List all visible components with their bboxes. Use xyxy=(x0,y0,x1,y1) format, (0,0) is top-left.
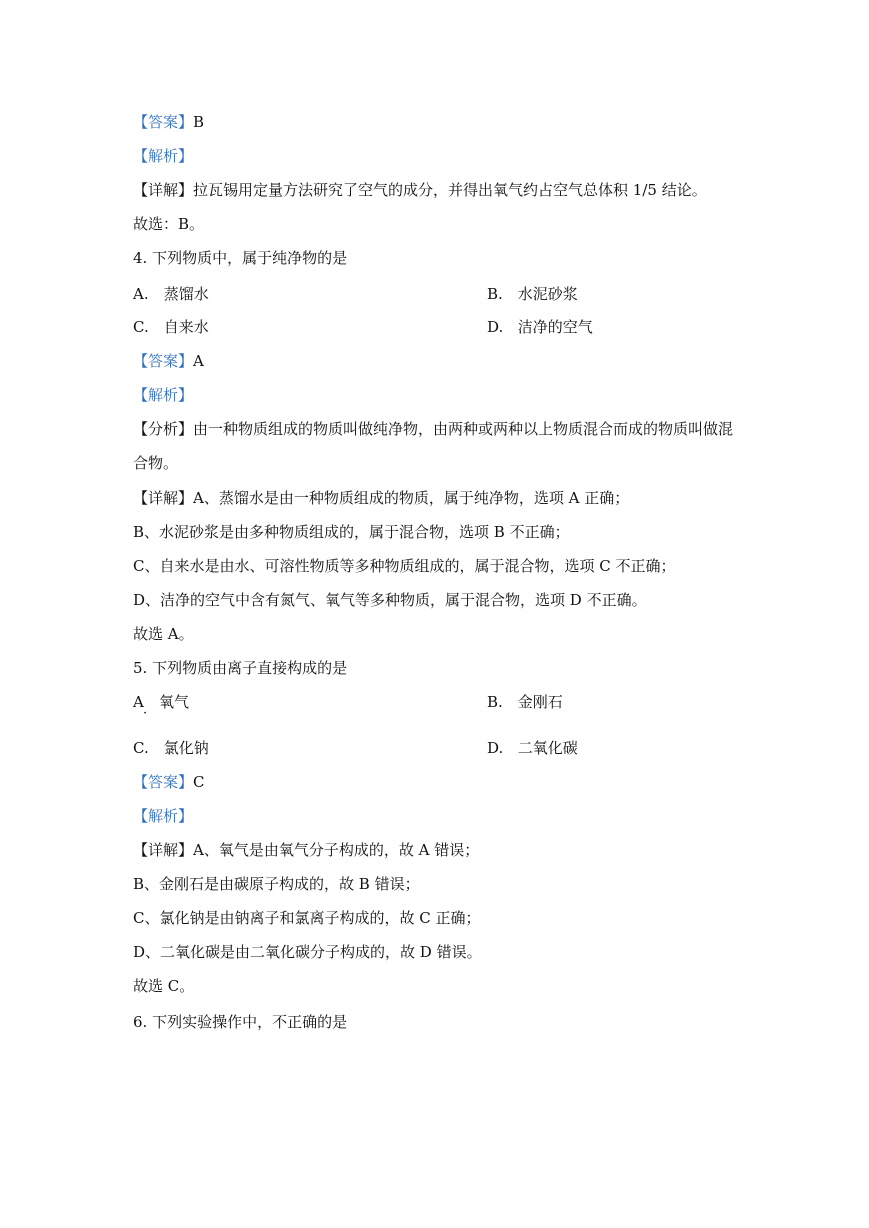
q4-analysis-text-2: 合物。 xyxy=(133,454,179,472)
q4-stem: 4. 下列物质中，属于纯净物的是 xyxy=(133,249,348,267)
analysis-text: 由一种物质组成的物质叫做纯净物，由两种或两种以上物质混合而成的物质叫做混 xyxy=(193,420,734,438)
q4-option-d xyxy=(487,317,593,337)
analysis-tag: 【解析】 xyxy=(133,386,194,404)
option-text: 金刚石 xyxy=(517,693,563,711)
q5-option-b xyxy=(487,692,563,712)
option-letter: B. xyxy=(487,693,503,711)
option-letter: B. xyxy=(487,285,503,303)
q4-option-b xyxy=(487,284,578,304)
answer-tag: 【答案】 xyxy=(133,352,194,370)
option-text: 二氧化碳 xyxy=(517,739,578,757)
option-text: 氧气 xyxy=(159,693,190,711)
q4-answer-line xyxy=(133,351,204,371)
option-letter: D. xyxy=(487,318,504,336)
option-letter: D. xyxy=(487,739,504,757)
detail-text: A、氧气是由氧气分子构成的，故 A 错误； xyxy=(193,841,480,859)
q3-analysis-line xyxy=(133,146,193,166)
q4-analysis-text-1 xyxy=(133,419,733,439)
detail-text: 拉瓦锡用定量方法研究了空气的成分，并得出氧气约占空气总体积 1/5 结论。 xyxy=(193,181,707,199)
q5-detail-line-4: D、二氧化碳是由二氧化碳分子构成的，故 D 错误。 xyxy=(133,943,482,961)
detail-tag: 【详解】 xyxy=(133,841,194,859)
option-text: 氯化钠 xyxy=(163,739,209,757)
q4-detail-line-3: C、自来水是由水、可溶性物质等多种物质组成的，属于混合物，选项 C 不正确； xyxy=(133,557,676,575)
q4-option-c xyxy=(133,317,209,337)
q5-analysis-line xyxy=(133,806,193,826)
detail-text: A、蒸馏水是由一种物质组成的物质，属于纯净物，选项 A 正确； xyxy=(193,489,630,507)
q4-conclusion: 故选 A。 xyxy=(133,625,194,643)
detail-tag: 【详解】 xyxy=(133,489,194,507)
analysis-tag: 【解析】 xyxy=(133,807,194,825)
q4-option-a xyxy=(133,284,209,304)
option-letter: C. xyxy=(133,739,149,757)
q5-stem: 5. 下列物质由离子直接构成的是 xyxy=(133,659,348,677)
analysis-tag: 【解析】 xyxy=(133,147,194,165)
q4-detail-line-2: B、水泥砂浆是由多种物质组成的，属于混合物，选项 B 不正确； xyxy=(133,523,570,541)
q3-detail-line xyxy=(133,180,707,200)
q6-stem: 6. 下列实验操作中，不正确的是 xyxy=(133,1013,348,1031)
q5-answer-line xyxy=(133,772,205,792)
option-letter: C. xyxy=(133,318,149,336)
option-text: 自来水 xyxy=(163,318,209,336)
q5-detail-line-1 xyxy=(133,840,479,860)
q5-conclusion: 故选 C。 xyxy=(133,977,195,995)
option-letter: A · xyxy=(133,692,159,712)
q4-detail-line-1 xyxy=(133,488,629,508)
option-text: 洁净的空气 xyxy=(517,318,593,336)
option-text: 水泥砂浆 xyxy=(517,285,578,303)
answer-tag: 【答案】 xyxy=(133,773,194,791)
q5-detail-line-2: B、金刚石是由碳原子构成的，故 B 错误； xyxy=(133,875,420,893)
answer-value: B xyxy=(193,113,205,131)
q3-answer-line xyxy=(133,112,204,132)
detail-tag: 【详解】 xyxy=(133,181,194,199)
answer-tag: 【答案】 xyxy=(133,113,194,131)
q5-option-a xyxy=(133,692,189,712)
q5-option-d xyxy=(487,738,578,758)
q5-option-c xyxy=(133,738,209,758)
option-text: 蒸馏水 xyxy=(163,285,209,303)
q4-analysis-line xyxy=(133,385,193,405)
answer-value: A xyxy=(193,352,204,370)
q3-conclusion: 故选：B。 xyxy=(133,215,205,233)
q5-detail-line-3: C、氯化钠是由钠离子和氯离子构成的，故 C 正确； xyxy=(133,909,481,927)
q4-detail-line-4: D、洁净的空气中含有氮气、氧气等多种物质，属于混合物，选项 D 不正确。 xyxy=(133,591,647,609)
analysis-sub-tag: 【分析】 xyxy=(133,420,194,438)
answer-value: C xyxy=(193,773,205,791)
option-letter: A. xyxy=(133,285,149,303)
